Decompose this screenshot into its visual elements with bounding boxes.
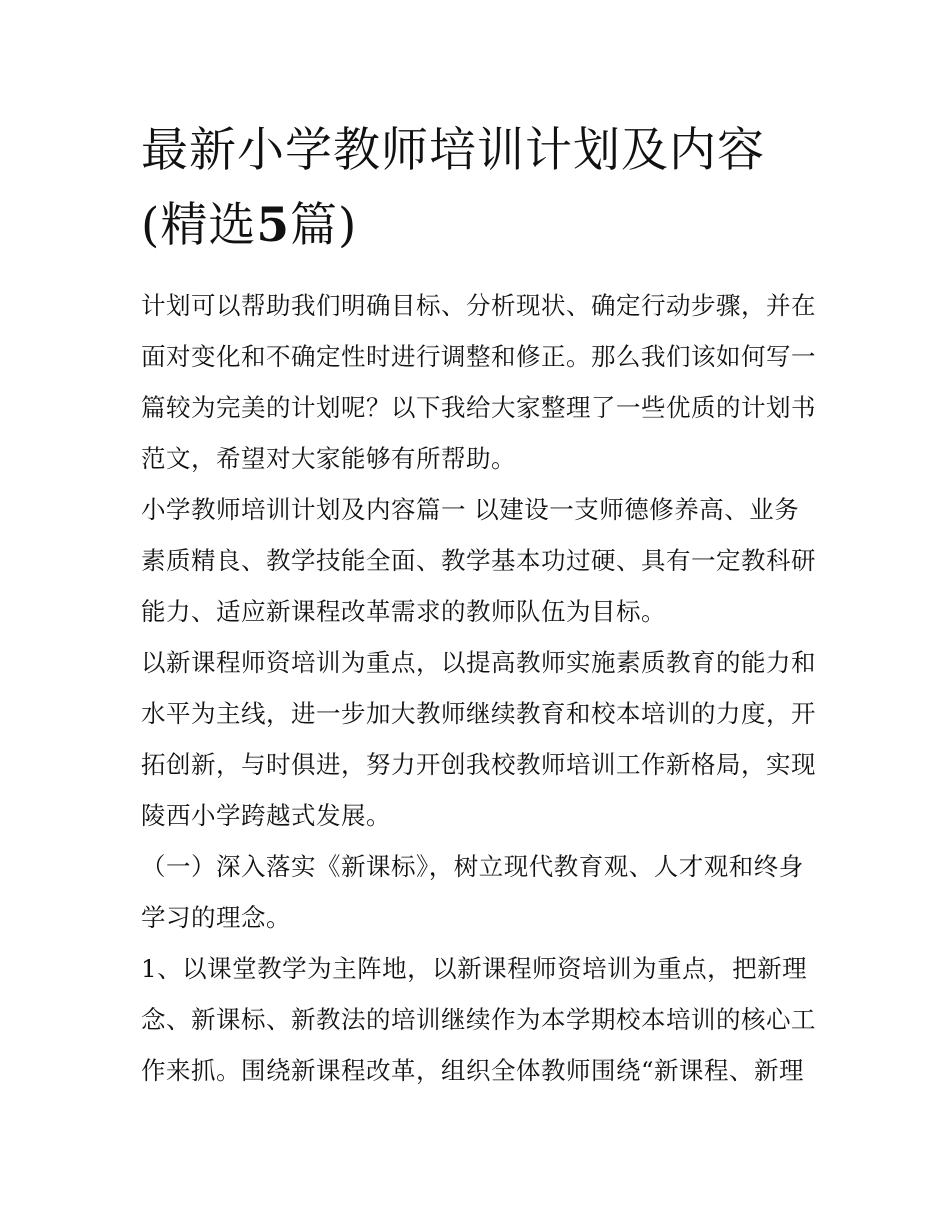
paragraph-line: 范文，希望对大家能够有所帮助。 xyxy=(141,444,516,473)
paragraph-line: 以新课程师资培训为重点，以提高教师实施素质教育的能力和 xyxy=(141,648,816,677)
title-line-2 xyxy=(141,188,813,263)
paragraph-section-one xyxy=(141,484,816,637)
title-spacer xyxy=(141,263,813,280)
paragraph-line: 素质精良、教学技能全面、教学基本功过硬、具有一定教科研 xyxy=(141,546,816,575)
paragraph-line: 篇较为完美的计划呢？以下我给大家整理了一些优质的计划书 xyxy=(141,393,816,422)
paragraph-line: 拓创新，与时俱进，努力开创我校教师培训工作新格局，实现 xyxy=(141,750,816,779)
paragraph-line: 面对变化和不确定性时进行调整和修正。那么我们该如何写一 xyxy=(141,342,816,371)
paragraph-line: 作来抓。围绕新课程改革，组织全体教师围绕“新课程、新理 xyxy=(141,1056,805,1085)
document-body xyxy=(141,113,816,1096)
paragraph-intro xyxy=(141,280,816,484)
paragraph-line: 陵西小学跨越式发展。 xyxy=(141,801,391,830)
title-close: 篇) xyxy=(290,198,358,253)
paragraph-line: 小学教师培训计划及内容篇一 以建设一支师德修养高、业务 xyxy=(141,495,800,524)
paragraph-item-one xyxy=(141,943,816,1096)
paragraph-line: 1、以课堂教学为主阵地，以新课程师资培训为重点，把新理 xyxy=(141,954,808,983)
paragraph-heading-one xyxy=(141,841,813,943)
title-count: 5 xyxy=(256,198,291,253)
paragraph-line: （一）深入落实《新课标》，树立现代教育观、人才观和终身 xyxy=(141,852,804,881)
paragraph-line: 水平为主线，进一步加大教师继续教育和校本培训的力度，开 xyxy=(141,699,816,728)
paragraph-focus xyxy=(141,637,816,841)
paragraph-line: 计划可以帮助我们明确目标、分析现状、确定行动步骤，并在 xyxy=(141,291,816,320)
title-line-1: 最新小学教师培训计划及内容 xyxy=(141,123,765,178)
paragraph-line: 学习的理念。 xyxy=(141,903,291,932)
document-title xyxy=(141,113,813,263)
paragraph-line: 念、新课标、新教法的培训继续作为本学期校本培训的核心工 xyxy=(141,1005,816,1034)
paragraph-line: 能力、适应新课程改革需求的教师队伍为目标。 xyxy=(141,597,666,626)
title-open: (精选 xyxy=(141,198,257,253)
